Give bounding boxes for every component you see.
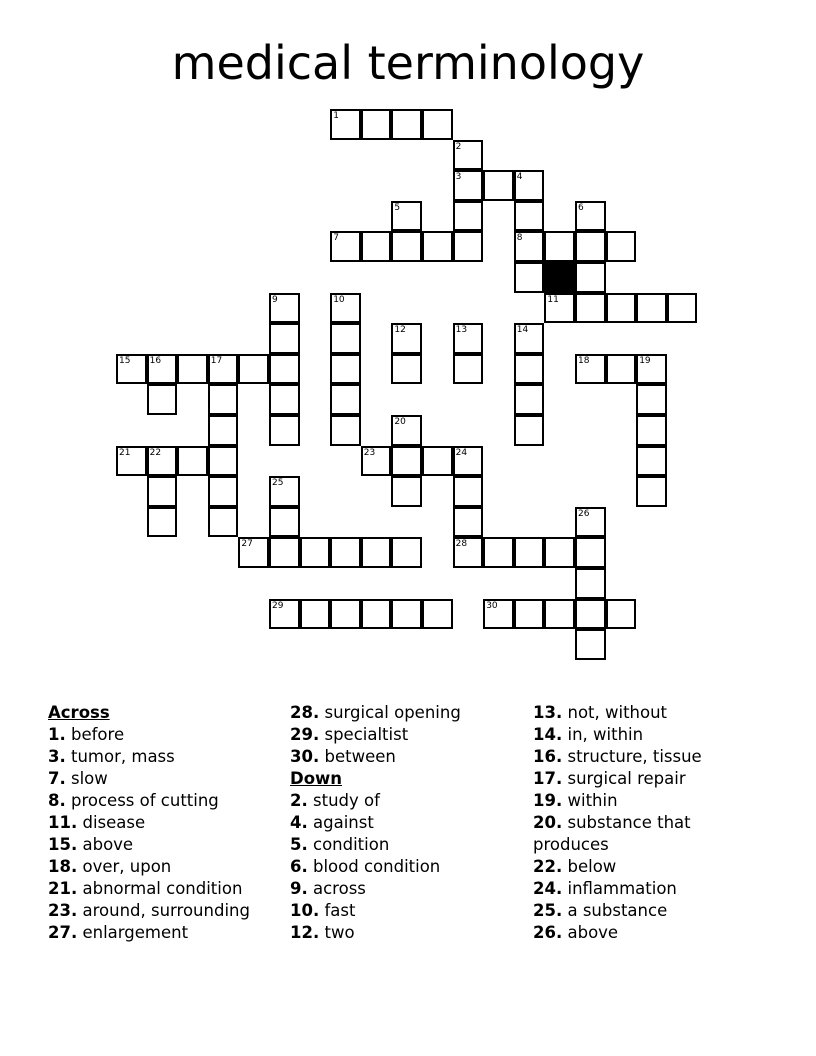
clue-column-2	[290, 702, 530, 944]
grid-cell[interactable]	[269, 599, 300, 630]
grid-cell[interactable]	[391, 323, 422, 354]
grid-cell[interactable]	[391, 231, 422, 262]
grid-cell[interactable]	[147, 476, 178, 507]
grid-cell[interactable]	[208, 415, 239, 446]
grid-cell[interactable]	[514, 231, 545, 262]
grid-cell[interactable]	[575, 354, 606, 385]
grid-cell[interactable]	[544, 293, 575, 324]
grid-cell[interactable]	[208, 446, 239, 477]
clue-number: 19	[639, 355, 651, 366]
grid-cell[interactable]	[575, 507, 606, 538]
clue-text: above	[82, 835, 134, 854]
grid-cell[interactable]	[361, 599, 392, 630]
clue-number-label: 3.	[48, 747, 66, 766]
down-clue	[533, 922, 713, 944]
clue-number-label: 21.	[48, 879, 78, 898]
clue-number-label: 13.	[533, 703, 563, 722]
grid-cell[interactable]	[606, 293, 637, 324]
clue-number-label: 26.	[533, 923, 563, 942]
grid-cell[interactable]	[453, 476, 484, 507]
grid-cell[interactable]	[453, 170, 484, 201]
clue-number: 18	[578, 355, 590, 366]
clue-number-label: 11.	[48, 813, 78, 832]
clue-number-label: 24.	[533, 879, 563, 898]
clue-number: 3	[455, 172, 462, 183]
clue-column-1	[48, 702, 288, 944]
clue-number: 9	[272, 294, 278, 305]
clue-number: 1	[333, 111, 339, 121]
across-clue	[48, 746, 288, 768]
clue-text: blood condition	[313, 857, 441, 876]
across-clue	[48, 768, 288, 790]
across-header: Across	[48, 703, 110, 722]
clue-number-label: 28.	[290, 703, 320, 722]
grid-cell[interactable]	[575, 568, 606, 599]
across-clue	[48, 856, 288, 878]
clue-number-label: 19.	[533, 791, 563, 810]
clue-text: surgical repair	[567, 769, 686, 788]
clue-text: condition	[313, 835, 390, 854]
grid-cell[interactable]	[514, 170, 545, 201]
down-clue	[533, 790, 713, 812]
across-clue	[48, 812, 288, 834]
clue-number: 15	[119, 355, 131, 366]
across-clue	[48, 790, 288, 812]
grid-cell[interactable]	[636, 476, 667, 507]
grid-cell[interactable]	[453, 537, 484, 568]
grid-cell[interactable]	[269, 507, 300, 538]
clue-number-label: 5.	[290, 835, 308, 854]
black-cell	[544, 262, 575, 293]
clue-number: 22	[149, 447, 162, 458]
clue-number: 14	[516, 325, 529, 336]
across-clue	[290, 724, 530, 746]
down-clue	[290, 790, 530, 812]
clue-number: 24	[455, 447, 468, 458]
grid-cell[interactable]	[422, 599, 453, 630]
grid-cell[interactable]	[514, 415, 545, 446]
clue-number: 2	[455, 141, 462, 152]
grid-cell[interactable]	[483, 537, 514, 568]
grid-cell[interactable]	[514, 201, 545, 232]
clue-text: study of	[313, 791, 380, 810]
grid-cell[interactable]	[330, 415, 361, 446]
grid-cell[interactable]	[208, 354, 239, 385]
down-clue	[533, 768, 713, 790]
grid-cell[interactable]	[238, 537, 269, 568]
clue-text: in, within	[567, 725, 644, 744]
grid-cell[interactable]	[361, 109, 392, 140]
clue-number: 27	[241, 539, 253, 550]
grid-cell[interactable]	[208, 507, 239, 538]
across-clue	[290, 702, 530, 724]
clue-text: below	[567, 857, 617, 876]
grid-cell[interactable]	[391, 446, 422, 477]
grid-cell[interactable]	[636, 354, 667, 385]
grid-cell[interactable]	[361, 446, 392, 477]
down-clue	[290, 922, 530, 944]
clue-text: surgical opening	[324, 703, 461, 722]
grid-cell[interactable]	[330, 537, 361, 568]
clue-number-label: 29.	[290, 725, 320, 744]
clue-number-label: 23.	[48, 901, 78, 920]
grid-cell[interactable]	[238, 354, 269, 385]
grid-cell[interactable]	[606, 231, 637, 262]
grid-cell[interactable]	[636, 293, 667, 324]
grid-cell[interactable]	[606, 354, 637, 385]
grid-cell[interactable]	[269, 323, 300, 354]
grid-cell[interactable]	[483, 599, 514, 630]
across-clue	[290, 746, 530, 768]
grid-cell[interactable]	[177, 354, 208, 385]
grid-cell[interactable]	[575, 231, 606, 262]
grid-cell[interactable]	[606, 599, 637, 630]
clue-text: abnormal condition	[82, 879, 243, 898]
grid-cell[interactable]	[361, 231, 392, 262]
clue-text: disease	[82, 813, 146, 832]
clue-number-label: 18.	[48, 857, 78, 876]
grid-cell[interactable]	[147, 354, 178, 385]
grid-cell[interactable]	[453, 507, 484, 538]
grid-cell[interactable]	[147, 507, 178, 538]
across-clue	[48, 900, 288, 922]
clue-number: 12	[394, 325, 406, 336]
grid-cell[interactable]	[361, 537, 392, 568]
puzzle-title: medical terminology	[171, 36, 645, 90]
clue-number-label: 9.	[290, 879, 308, 898]
clue-number: 21	[119, 447, 131, 458]
clue-number: 20	[394, 417, 406, 427]
down-clue	[533, 856, 713, 878]
clue-number: 10	[333, 294, 345, 305]
clue-number: 13	[455, 325, 468, 336]
grid-cell[interactable]	[269, 537, 300, 568]
clue-text: within	[567, 791, 618, 810]
clue-text: enlargement	[82, 923, 189, 942]
clue-text: a substance	[567, 901, 668, 920]
clue-number: 5	[394, 202, 401, 213]
grid-cell[interactable]	[514, 354, 545, 385]
grid-cell[interactable]	[300, 537, 331, 568]
grid-cell[interactable]	[575, 537, 606, 568]
grid-cell[interactable]	[636, 446, 667, 477]
down-clue	[533, 702, 713, 724]
grid-cell[interactable]	[667, 293, 698, 324]
grid-cell[interactable]	[391, 537, 422, 568]
clue-text: slow	[71, 769, 108, 788]
grid-cell[interactable]	[575, 293, 606, 324]
grid-cell[interactable]	[514, 262, 545, 293]
clue-text: around, surrounding	[82, 901, 250, 920]
clue-text: fast	[324, 901, 356, 920]
grid-cell[interactable]	[269, 415, 300, 446]
grid-cell[interactable]	[269, 384, 300, 415]
grid-cell[interactable]	[116, 446, 147, 477]
grid-cell[interactable]	[453, 231, 484, 262]
clue-number-label: 15.	[48, 835, 78, 854]
grid-cell[interactable]	[330, 599, 361, 630]
clue-number-label: 8.	[48, 791, 66, 810]
clue-number-label: 2.	[290, 791, 308, 810]
clue-number: 16	[149, 355, 162, 366]
clue-number: 30	[486, 600, 498, 611]
grid-cell[interactable]	[269, 293, 300, 324]
clue-number-label: 14.	[533, 725, 563, 744]
grid-cell[interactable]	[483, 170, 514, 201]
clue-number: 28	[455, 539, 468, 550]
clue-number-label: 1.	[48, 725, 66, 744]
down-clue	[290, 834, 530, 856]
grid-cell[interactable]	[453, 354, 484, 385]
grid-cell[interactable]	[330, 384, 361, 415]
clue-text: substance that produces	[533, 813, 691, 854]
down-clue	[533, 878, 713, 900]
grid-cell[interactable]	[575, 629, 606, 660]
clue-text: above	[567, 923, 619, 942]
down-clue	[290, 856, 530, 878]
clue-number-label: 10.	[290, 901, 320, 920]
grid-cell[interactable]	[391, 599, 422, 630]
clue-number: 17	[210, 355, 223, 366]
clue-text: before	[71, 725, 125, 744]
grid-cell[interactable]	[453, 201, 484, 232]
grid-cell[interactable]	[269, 476, 300, 507]
clue-text: tumor, mass	[71, 747, 175, 766]
down-clue	[533, 812, 713, 856]
grid-cell[interactable]	[636, 415, 667, 446]
clue-text: over, upon	[82, 857, 172, 876]
grid-cell[interactable]	[453, 323, 484, 354]
down-clue	[290, 812, 530, 834]
clue-text: specialtist	[324, 725, 409, 744]
across-clue	[48, 724, 288, 746]
clue-number: 23	[363, 447, 376, 458]
down-clue	[533, 900, 713, 922]
clue-number-label: 17.	[533, 769, 563, 788]
clue-number: 25	[272, 478, 284, 489]
clue-text: not, without	[567, 703, 668, 722]
grid-cell[interactable]	[514, 599, 545, 630]
clue-number-label: 12.	[290, 923, 320, 942]
grid-cell[interactable]	[391, 109, 422, 140]
grid-cell[interactable]	[422, 231, 453, 262]
clue-number: 29	[272, 600, 284, 611]
clue-text: across	[313, 879, 366, 898]
grid-cell[interactable]	[116, 354, 147, 385]
grid-cell[interactable]	[453, 140, 484, 171]
clue-text: structure, tissue	[567, 747, 702, 766]
across-clue	[48, 878, 288, 900]
clue-text: two	[324, 923, 355, 942]
grid-cell[interactable]	[575, 201, 606, 232]
grid-cell[interactable]	[514, 323, 545, 354]
grid-cell[interactable]	[391, 201, 422, 232]
grid-cell[interactable]	[514, 537, 545, 568]
clue-number-label: 25.	[533, 901, 563, 920]
grid-cell[interactable]	[422, 109, 453, 140]
grid-cell[interactable]	[453, 446, 484, 477]
grid-cell[interactable]	[330, 293, 361, 324]
clue-text: process of cutting	[71, 791, 219, 810]
grid-cell[interactable]	[514, 384, 545, 415]
clue-number-label: 7.	[48, 769, 66, 788]
clue-number-label: 6.	[290, 857, 308, 876]
across-clue	[48, 922, 288, 944]
down-clue	[533, 724, 713, 746]
grid-cell[interactable]	[391, 476, 422, 507]
grid-cell[interactable]	[147, 384, 178, 415]
grid-cell[interactable]	[177, 446, 208, 477]
grid-cell[interactable]	[300, 599, 331, 630]
clue-text: between	[324, 747, 396, 766]
clue-number: 11	[547, 294, 559, 305]
grid-cell[interactable]	[147, 446, 178, 477]
grid-cell[interactable]	[391, 354, 422, 385]
clue-number: 26	[578, 508, 590, 519]
clue-text: against	[313, 813, 374, 832]
grid-cell[interactable]	[330, 231, 361, 262]
grid-cell[interactable]	[422, 446, 453, 477]
grid-cell[interactable]	[575, 262, 606, 293]
down-header: Down	[290, 769, 343, 788]
grid-cell[interactable]	[269, 354, 300, 385]
clue-number: 7	[333, 233, 339, 244]
grid-cell[interactable]	[330, 354, 361, 385]
clue-number: 6	[578, 202, 584, 213]
clue-number-label: 27.	[48, 923, 78, 942]
grid-cell[interactable]	[330, 109, 361, 140]
down-clue	[290, 878, 530, 900]
down-clue	[290, 900, 530, 922]
grid-cell[interactable]	[391, 415, 422, 446]
grid-cell[interactable]	[575, 599, 606, 630]
grid-cell[interactable]	[208, 476, 239, 507]
grid-cell[interactable]	[544, 231, 575, 262]
clue-number-label: 4.	[290, 813, 308, 832]
clue-number: 4	[516, 172, 523, 183]
clue-number: 8	[516, 233, 523, 244]
clue-number-label: 30.	[290, 747, 320, 766]
down-clue	[533, 746, 713, 768]
grid-cell[interactable]	[208, 384, 239, 415]
clue-number-label: 22.	[533, 857, 563, 876]
clue-number-label: 16.	[533, 747, 563, 766]
across-clue	[48, 834, 288, 856]
grid-cell[interactable]	[636, 384, 667, 415]
clue-text: inflammation	[567, 879, 677, 898]
grid-cell[interactable]	[330, 323, 361, 354]
clue-column-3	[533, 702, 713, 944]
grid-cell[interactable]	[544, 537, 575, 568]
grid-cell[interactable]	[544, 599, 575, 630]
clue-number-label: 20.	[533, 813, 563, 832]
